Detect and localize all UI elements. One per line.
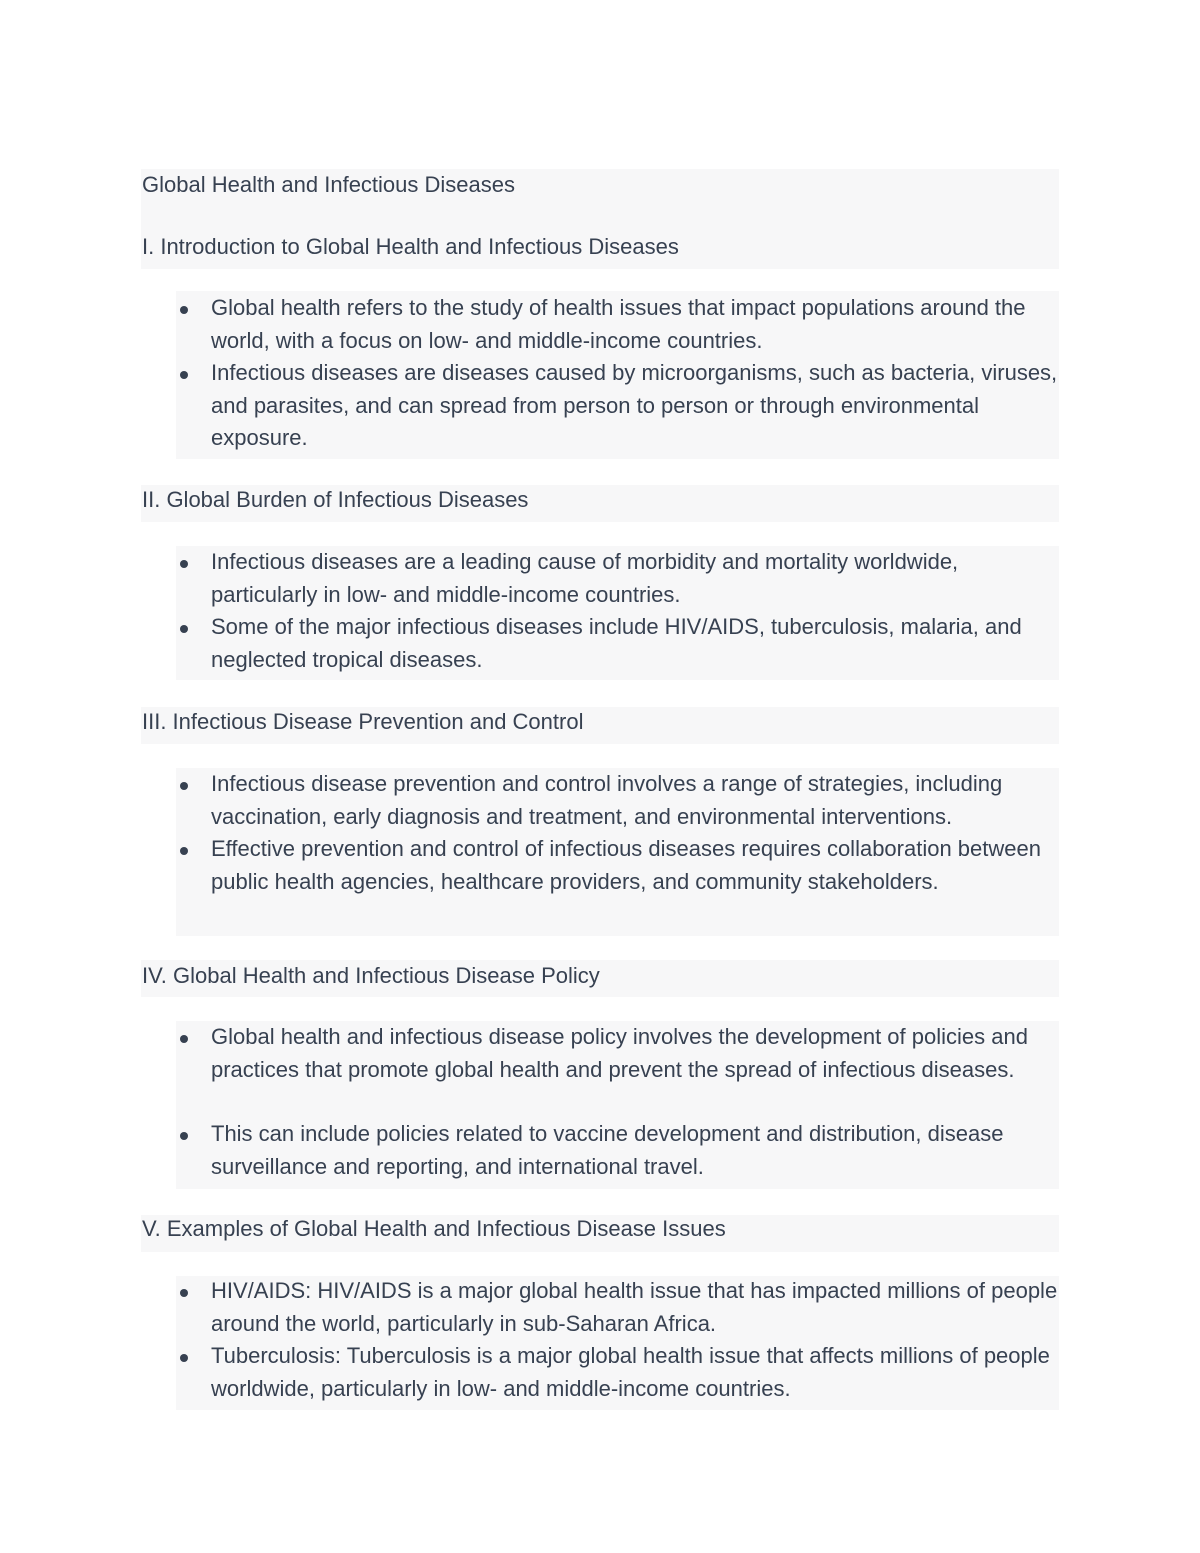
section-heading: II. Global Burden of Infectious Diseases <box>142 487 529 512</box>
section-heading: III. Infectious Disease Prevention and Control <box>142 709 584 734</box>
document-title: Global Health and Infectious Diseases <box>142 172 515 197</box>
list-item: Tuberculosis: Tuberculosis is a major global health issue that affects millions of people worldwide, particularly in low- and middle-income countries. <box>211 1343 1050 1401</box>
list-item: Infectious diseases are diseases caused by microorganisms, such as bacteria, viruses, and parasites, and can spread from person to person or through environmental exposure. <box>211 360 1058 450</box>
bullet-icon <box>180 847 188 855</box>
list-item: HIV/AIDS: HIV/AIDS is a major global health issue that has impacted millions of people around the world, particularly in sub-Saharan Africa. <box>211 1278 1058 1336</box>
bullet-icon <box>180 625 188 633</box>
list-item: Effective prevention and control of infectious diseases requires collaboration between public health agencies, healthcare providers, and community stakeholders. <box>211 836 1041 894</box>
bullet-icon <box>180 306 188 314</box>
list-item: Global health refers to the study of health issues that impact populations around the world, with a focus on low- and middle-income countries. <box>211 295 1026 353</box>
section-heading: I. Introduction to Global Health and Infectious Diseases <box>142 234 679 259</box>
bullet-icon <box>180 1035 188 1043</box>
section-heading: IV. Global Health and Infectious Disease Policy <box>142 963 600 988</box>
list-item: Infectious disease prevention and control involves a range of strategies, including vaccination, early diagnosis and treatment, and environmental interventions. <box>211 771 1003 829</box>
bullet-icon <box>180 560 188 568</box>
bullet-icon <box>180 1354 188 1362</box>
bullet-icon <box>180 782 188 790</box>
bullet-icon <box>180 1289 188 1297</box>
bullet-icon <box>180 1132 188 1140</box>
list-item: Infectious diseases are a leading cause of morbidity and mortality worldwide, particularly in low- and middle-income countries. <box>211 549 959 607</box>
section-heading: V. Examples of Global Health and Infectious Disease Issues <box>142 1216 726 1241</box>
list-item: Some of the major infectious diseases include HIV/AIDS, tuberculosis, malaria, and neglected tropical diseases. <box>211 614 1022 672</box>
bullet-icon <box>180 371 188 379</box>
list-item: Global health and infectious disease policy involves the development of policies and practices that promote global health and prevent the spread of infectious diseases. <box>211 1024 1028 1082</box>
list-item: This can include policies related to vaccine development and distribution, disease surveillance and reporting, and international travel. <box>211 1121 1004 1179</box>
